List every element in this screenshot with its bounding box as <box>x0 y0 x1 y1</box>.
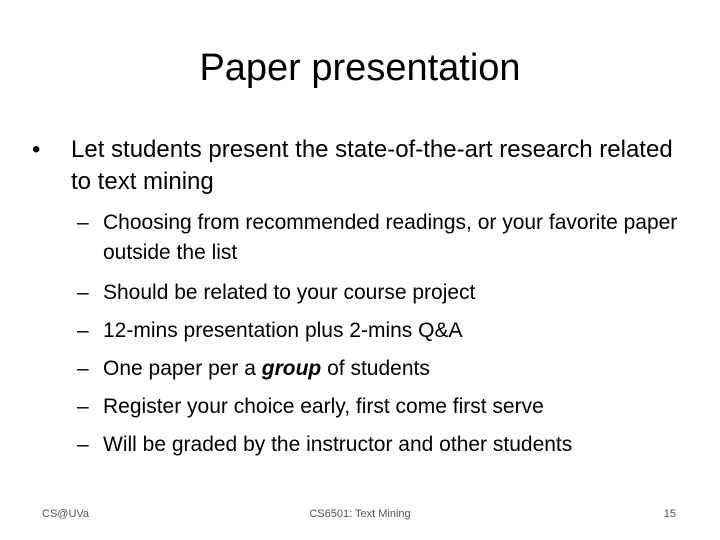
sub-bullet-item <box>77 274 697 312</box>
sub-bullet-text: Should be related to your course project <box>103 281 476 304</box>
slide-title: Paper presentation <box>199 47 521 89</box>
sub-bullet-text: Will be graded by the instructor and other students <box>103 433 573 456</box>
sub-bullet-item <box>77 350 697 388</box>
sub-bullet-text-after: of students <box>321 357 430 380</box>
footer-center: CS6501: Text Mining <box>309 508 411 520</box>
sub-bullet-text: Register your choice early, first come first serve <box>103 395 544 418</box>
footer-left: CS@UVa <box>42 508 90 520</box>
sub-bullet-text-before: One paper per a <box>103 357 262 380</box>
main-bullet <box>32 134 682 198</box>
dash-marker: – <box>77 211 89 234</box>
sub-bullet-item <box>77 312 697 350</box>
page-number: 15 <box>663 508 676 520</box>
dash-marker: – <box>77 395 89 418</box>
sub-bullet-item <box>77 388 697 426</box>
sub-bullet-text: 12-mins presentation plus 2-mins Q&A <box>103 319 463 342</box>
sub-bullet-text: Choosing from recommended readings, or your favorite paper outside the list <box>103 211 678 264</box>
main-bullet-text: Let students present the state-of-the-art research related to text mining <box>71 136 673 195</box>
sub-bullet-item <box>77 208 697 268</box>
sub-bullet-list <box>77 208 697 464</box>
sub-bullet-item <box>77 426 697 464</box>
dash-marker: – <box>77 319 89 342</box>
dash-marker: – <box>77 281 89 304</box>
emphasis-group: group <box>261 357 322 380</box>
bullet-marker: • <box>32 136 41 163</box>
dash-marker: – <box>77 357 89 380</box>
dash-marker: – <box>77 433 89 456</box>
